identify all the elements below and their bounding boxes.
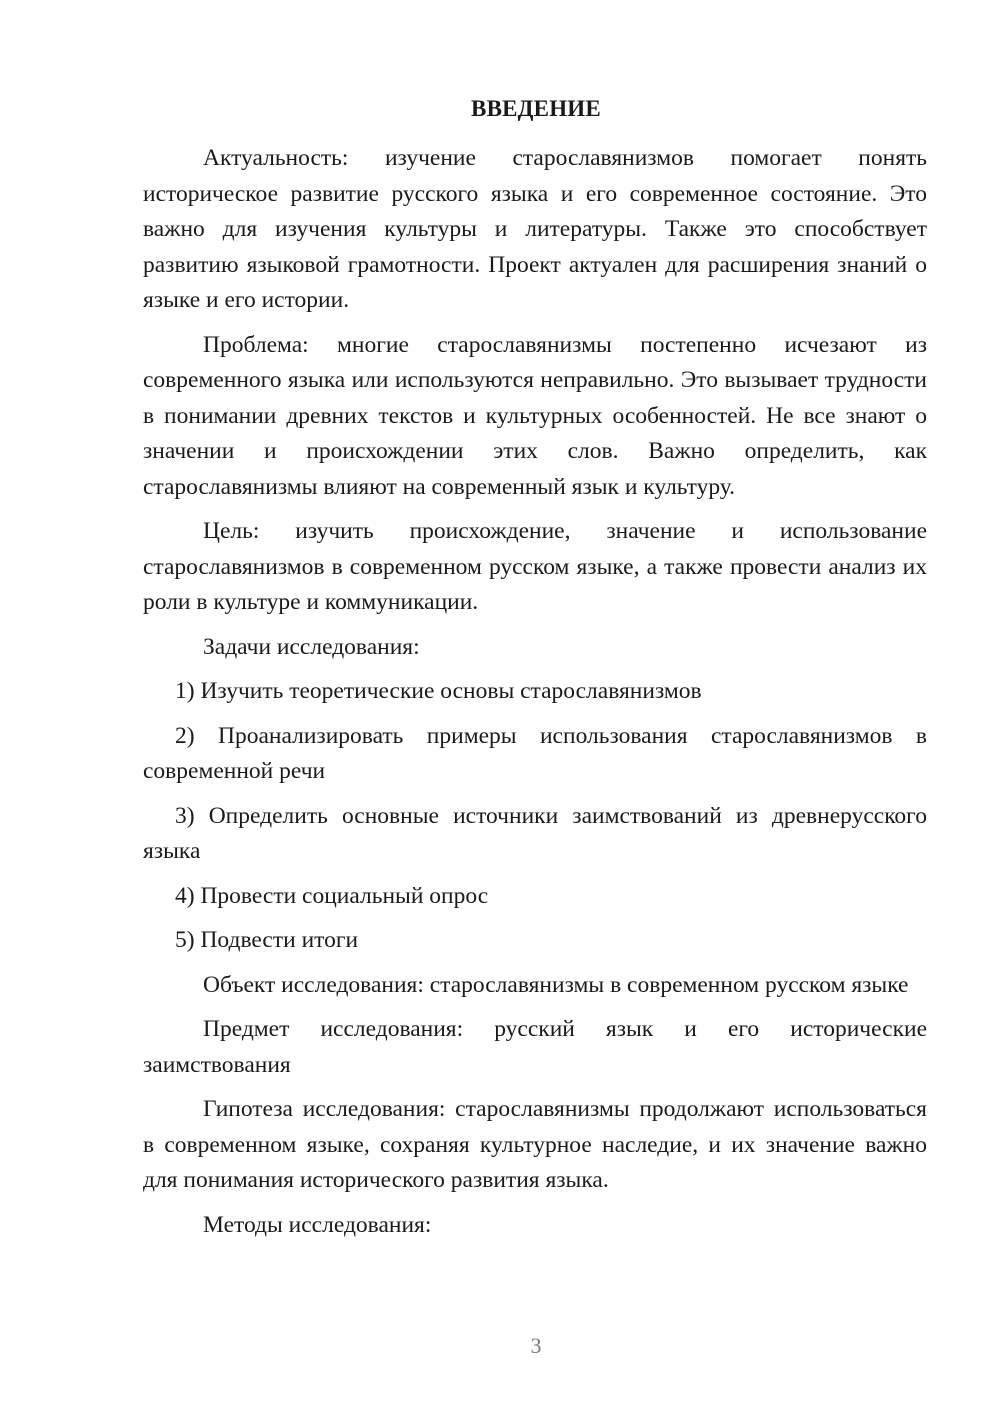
page-number: 3 [530,1333,542,1358]
task-item-2: 2) Проанализировать примеры использования старославянизмов в современной речи [143,722,927,784]
document-body [143,141,927,1252]
paragraph-object: Объект исследования: старославянизмы в современном русском языке [203,971,909,998]
section-title: ВВЕДЕНИЕ [471,96,601,121]
paragraph-methods: Методы исследования: [203,1211,432,1238]
task-item-5: 5) Подвести итоги [175,927,359,953]
task-item-3: 3) Определить основные источники заимствований из древнерусского языка [143,802,927,864]
paragraph-problem: Проблема: многие старославянизмы постепенно исчезают из современного языка или используются неправильно. Это вызывает трудности в понимании древних текстов и культурных особенностей. Не все знают о значении и происхождении этих слов. Важно определить, как старославянизмы влияют на современный язык и культуру. [143,331,927,500]
paragraph-goal: Цель: изучить происхождение, значение и использование старославянизмов в современном русском языке, а также провести анализ их роли в культуре и коммуникации. [143,518,927,615]
paragraph-hypothesis: Гипотеза исследования: старославянизмы продолжают использоваться в современном языке, сохраняя культурное наследие, и их значение важно для понимания исторического развития языка. [143,1096,927,1193]
paragraph-subject: Предмет исследования: русский язык и его исторические заимствования [143,1016,927,1078]
task-item-4: 4) Провести социальный опрос [175,882,489,909]
task-item-1: 1) Изучить теоретические основы старославянизмов [175,678,702,704]
paragraph-tasks-heading: Задачи исследования: [203,633,420,660]
paragraph-relevance: Актуальность: изучение старославянизмов помогает понять историческое развитие русского языка и его современное состояние. Это важно для изучения культуры и литературы. Также это способствует развитию языковой грамотности. Проект актуален для расширения знаний о языке и его истории. [143,145,927,313]
